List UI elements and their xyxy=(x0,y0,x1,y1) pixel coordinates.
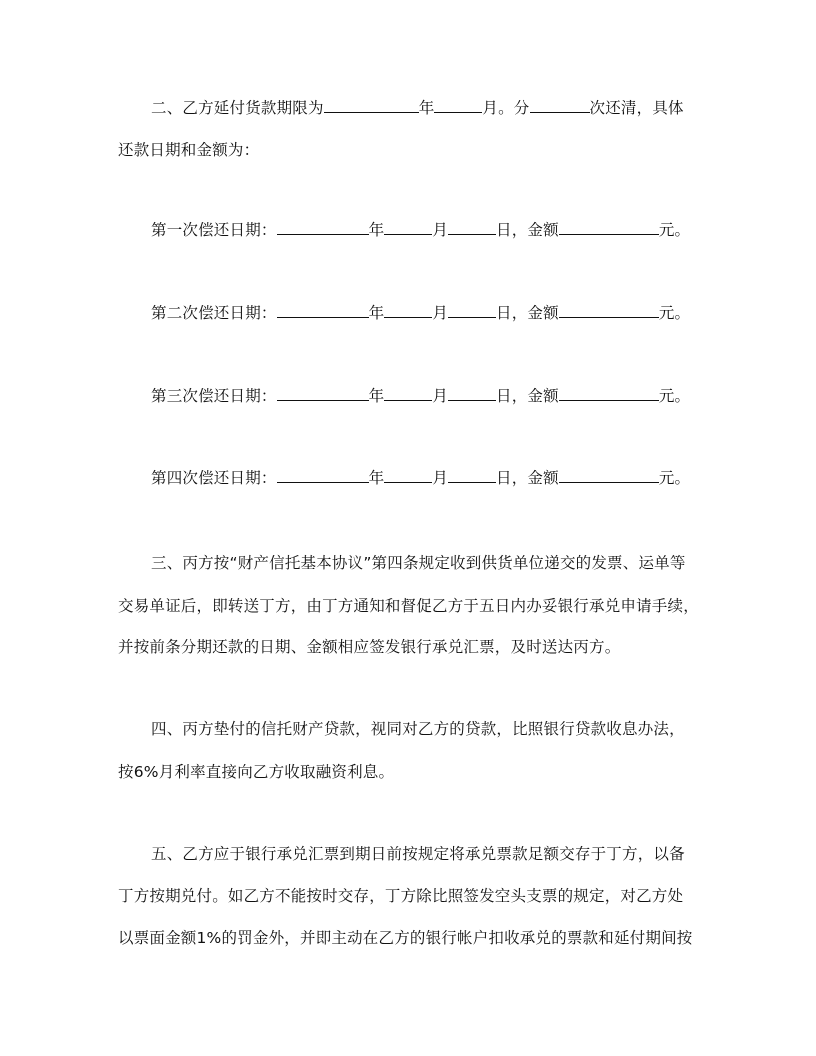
day-amount-text: 日，金额 xyxy=(496,469,559,487)
clause-2-line-1 xyxy=(151,97,684,119)
installment-row xyxy=(151,302,690,324)
blank-day xyxy=(448,467,496,483)
clause-3-line-2: 交易单证后，即转送丁方，由丁方通知和督促乙方于五日内办妥银行承兑申请手续， xyxy=(118,597,699,615)
blank-year xyxy=(277,219,369,235)
yuan-text: 元。 xyxy=(658,469,691,487)
clause-5-line-3: 以票面金额1%的罚金外，并即主动在乙方的银行帐户扣收承兑的票款和延付期间按 xyxy=(118,929,693,947)
year-text: 年 xyxy=(368,469,385,487)
clause-2-text-a: 二、乙方延付货款期限为 xyxy=(151,99,324,117)
yuan-text: 元。 xyxy=(658,221,691,239)
clause-4-line-2: 按6%月利率直接向乙方收取融资利息。 xyxy=(118,763,395,781)
clause-3-line-1: 三、丙方按“财产信托基本协议”第四条规定收到供货单位递交的发票、运单等 xyxy=(151,554,686,572)
installment-label: 第四次偿还日期： xyxy=(151,469,277,487)
clause-2-text-c: 月。分 xyxy=(482,99,530,117)
year-text: 年 xyxy=(368,304,385,322)
clause-3-line-3: 并按前条分期还款的日期、金额相应签发银行承兑汇票，及时送达丙方。 xyxy=(118,638,621,656)
clause-2-text-d: 次还清，具体 xyxy=(589,99,684,117)
blank-amount xyxy=(559,467,659,483)
blank-month xyxy=(384,302,432,318)
blank-month xyxy=(384,219,432,235)
installment-row xyxy=(151,467,690,489)
blank-day xyxy=(448,219,496,235)
blank-amount xyxy=(559,219,659,235)
blank-year xyxy=(277,467,369,483)
blank-year xyxy=(324,97,419,113)
installment-label: 第二次偿还日期： xyxy=(151,304,277,322)
clause-2-text-b: 年 xyxy=(418,99,435,117)
blank-month xyxy=(384,385,432,401)
clause-5-line-2: 丁方按期兑付。如乙方不能按时交存，丁方除比照签发空头支票的规定，对乙方处 xyxy=(118,887,684,905)
blank-day xyxy=(448,302,496,318)
installment-label: 第三次偿还日期： xyxy=(151,387,277,405)
year-text: 年 xyxy=(368,221,385,239)
installment-label: 第一次偿还日期： xyxy=(151,221,277,239)
month-text: 月 xyxy=(432,469,449,487)
month-text: 月 xyxy=(432,304,449,322)
month-text: 月 xyxy=(432,221,449,239)
blank-amount xyxy=(559,302,659,318)
clause-2-line-2: 还款日期和金额为： xyxy=(118,141,260,159)
month-text: 月 xyxy=(432,387,449,405)
blank-month xyxy=(434,97,482,113)
installment-row xyxy=(151,219,690,241)
blank-amount xyxy=(559,385,659,401)
yuan-text: 元。 xyxy=(658,387,691,405)
yuan-text: 元。 xyxy=(658,304,691,322)
blank-count xyxy=(530,97,590,113)
day-amount-text: 日，金额 xyxy=(496,387,559,405)
blank-year xyxy=(277,385,369,401)
year-text: 年 xyxy=(368,387,385,405)
day-amount-text: 日，金额 xyxy=(496,304,559,322)
blank-year xyxy=(277,302,369,318)
blank-day xyxy=(448,385,496,401)
blank-month xyxy=(384,467,432,483)
clause-4-line-1: 四、丙方垫付的信托财产贷款，视同对乙方的贷款，比照银行贷款收息办法， xyxy=(151,720,685,738)
clause-5-line-1: 五、乙方应于银行承兑汇票到期日前按规定将承兑票款足额交存于丁方，以备 xyxy=(151,845,685,863)
day-amount-text: 日，金额 xyxy=(496,221,559,239)
installment-row xyxy=(151,385,690,407)
